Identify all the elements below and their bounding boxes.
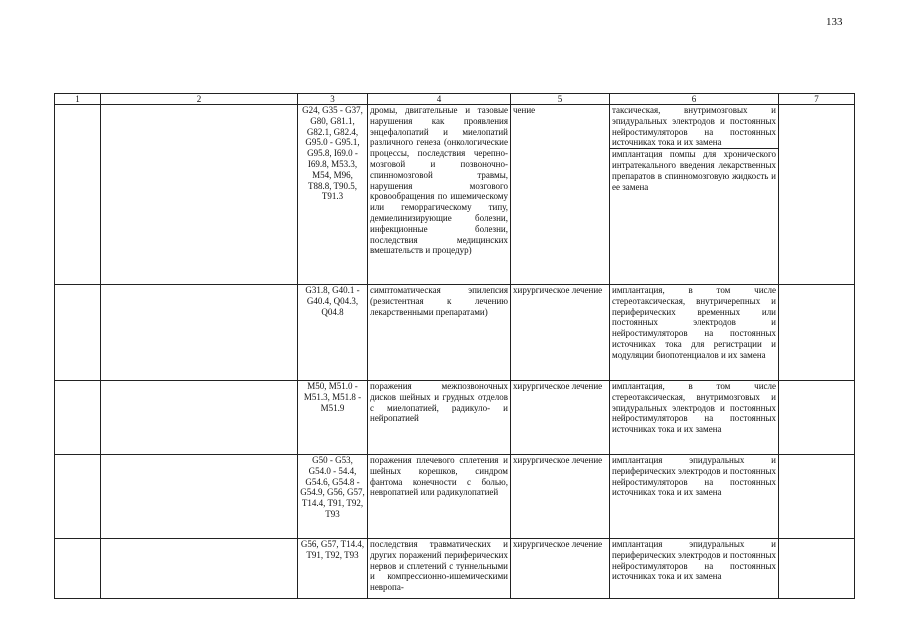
cell-col7 xyxy=(779,105,855,285)
cell-col7 xyxy=(779,455,855,539)
table-row xyxy=(55,105,855,285)
table-row xyxy=(55,455,855,539)
cell-col1 xyxy=(55,381,101,455)
cell-col1 xyxy=(55,539,101,599)
treatment-method: имплантация, в том числе стереотаксическая, внутримозговых и эпидуральных электродов и постоянных нейростимуляторов на постоянных источниках тока и их замена xyxy=(612,381,776,435)
treatment-type: хирургическое лечение xyxy=(511,539,610,599)
treatment-method: имплантация эпидуральных и периферических электродов и постоянных нейростимуляторов на постоянных источниках тока и их замена xyxy=(612,539,776,582)
condition-description: симптоматическая эпилепсия (резистентная к лечению лекарственными препаратами) xyxy=(368,285,511,381)
treatment-type: хирургическое лечение xyxy=(511,455,610,539)
cell-col2 xyxy=(101,381,298,455)
diagnosis-codes: G56, G57, T14.4, T91, T92, T93 xyxy=(298,539,368,599)
cell-col7 xyxy=(779,539,855,599)
treatment-method: имплантация, в том числе стереотаксическая, внутричерепных и периферических временных или постоянных электродов и нейростимуляторов на постоянных источниках тока для регистрации и модуляции биопотенциалов и их замена xyxy=(612,285,776,360)
column-header-3: 3 xyxy=(298,94,368,105)
treatment-methods xyxy=(610,381,779,455)
cell-col7 xyxy=(779,285,855,381)
column-header-1: 1 xyxy=(55,94,101,105)
cell-col1 xyxy=(55,105,101,285)
diagnosis-codes: G50 - G53, G54.0 - 54.4, G54.6, G54.8 - G54.9, G56, G57, T14.4, T91, T92, T93 xyxy=(298,455,368,539)
treatment-methods xyxy=(610,455,779,539)
header-row xyxy=(55,94,855,105)
diagnosis-codes: G24, G35 - G37, G80, G81.1, G82.1, G82.4, G95.0 - G95.1, G95.8, I69.0 - I69.8, M53.3, M54, M96, T88.8, T90.5, T91.3 xyxy=(298,105,368,285)
treatment-type: хирургическое лечение xyxy=(511,285,610,381)
column-header-2: 2 xyxy=(101,94,298,105)
table-row xyxy=(55,381,855,455)
column-header-7: 7 xyxy=(779,94,855,105)
condition-description: последствия травматических и других поражений периферических нервов и сплетений с туннельными и компрессионно-ишемическими невропа- xyxy=(368,539,511,599)
table-row xyxy=(55,285,855,381)
cell-col2 xyxy=(101,539,298,599)
cell-col2 xyxy=(101,455,298,539)
cell-col2 xyxy=(101,105,298,285)
diagnosis-codes: M50, M51.0 - M51.3, M51.8 - M51.9 xyxy=(298,381,368,455)
treatment-type: хирургическое лечение xyxy=(511,381,610,455)
cell-col1 xyxy=(55,455,101,539)
treatment-methods xyxy=(610,285,779,381)
cell-col2 xyxy=(101,285,298,381)
treatment-methods xyxy=(610,539,779,599)
page-number: 133 xyxy=(826,16,843,28)
condition-description: поражения межпозвоночных дисков шейных и грудных отделов с миелопатией, радикуло- и нейропатией xyxy=(368,381,511,455)
treatment-methods xyxy=(610,105,779,285)
condition-description: дромы, двигательные и тазовые нарушения как проявления энцефалопатий и миелопатий различного генеза (онкологические процессы, последствия черепно-мозговой и позвоночно-спинномозговой травмы, нарушения мозгового кровообращения по ишемическому или геморрагическому типу, демиелинизирующие болезни, инфекционные болезни, последствия медицинских вмешательств и процедур) xyxy=(368,105,511,285)
cell-col1 xyxy=(55,285,101,381)
treatment-method: таксическая, внутримозговых и эпидуральных электродов и постоянных нейростимуляторов на постоянных источниках тока и их замена xyxy=(612,105,776,148)
diagnosis-codes: G31.8, G40.1 - G40.4, Q04.3, Q04.8 xyxy=(298,285,368,381)
column-header-5: 5 xyxy=(511,94,610,105)
treatment-method: имплантация эпидуральных и периферических электродов и постоянных нейростимуляторов на постоянных источниках тока и их замена xyxy=(612,455,776,498)
column-header-6: 6 xyxy=(610,94,779,105)
treatment-type: чение xyxy=(511,105,610,285)
table-row xyxy=(55,539,855,599)
column-header-4: 4 xyxy=(368,94,511,105)
treatment-method: имплантация помпы для хронического интратекального введения лекарственных препаратов в спинномозговую жидкость и ее замена xyxy=(612,149,776,192)
cell-col7 xyxy=(779,381,855,455)
medical-care-table xyxy=(54,93,855,599)
condition-description: поражения плечевого сплетения и шейных корешков, синдром фантома конечности с болью, невропатией или радикулопатией xyxy=(368,455,511,539)
